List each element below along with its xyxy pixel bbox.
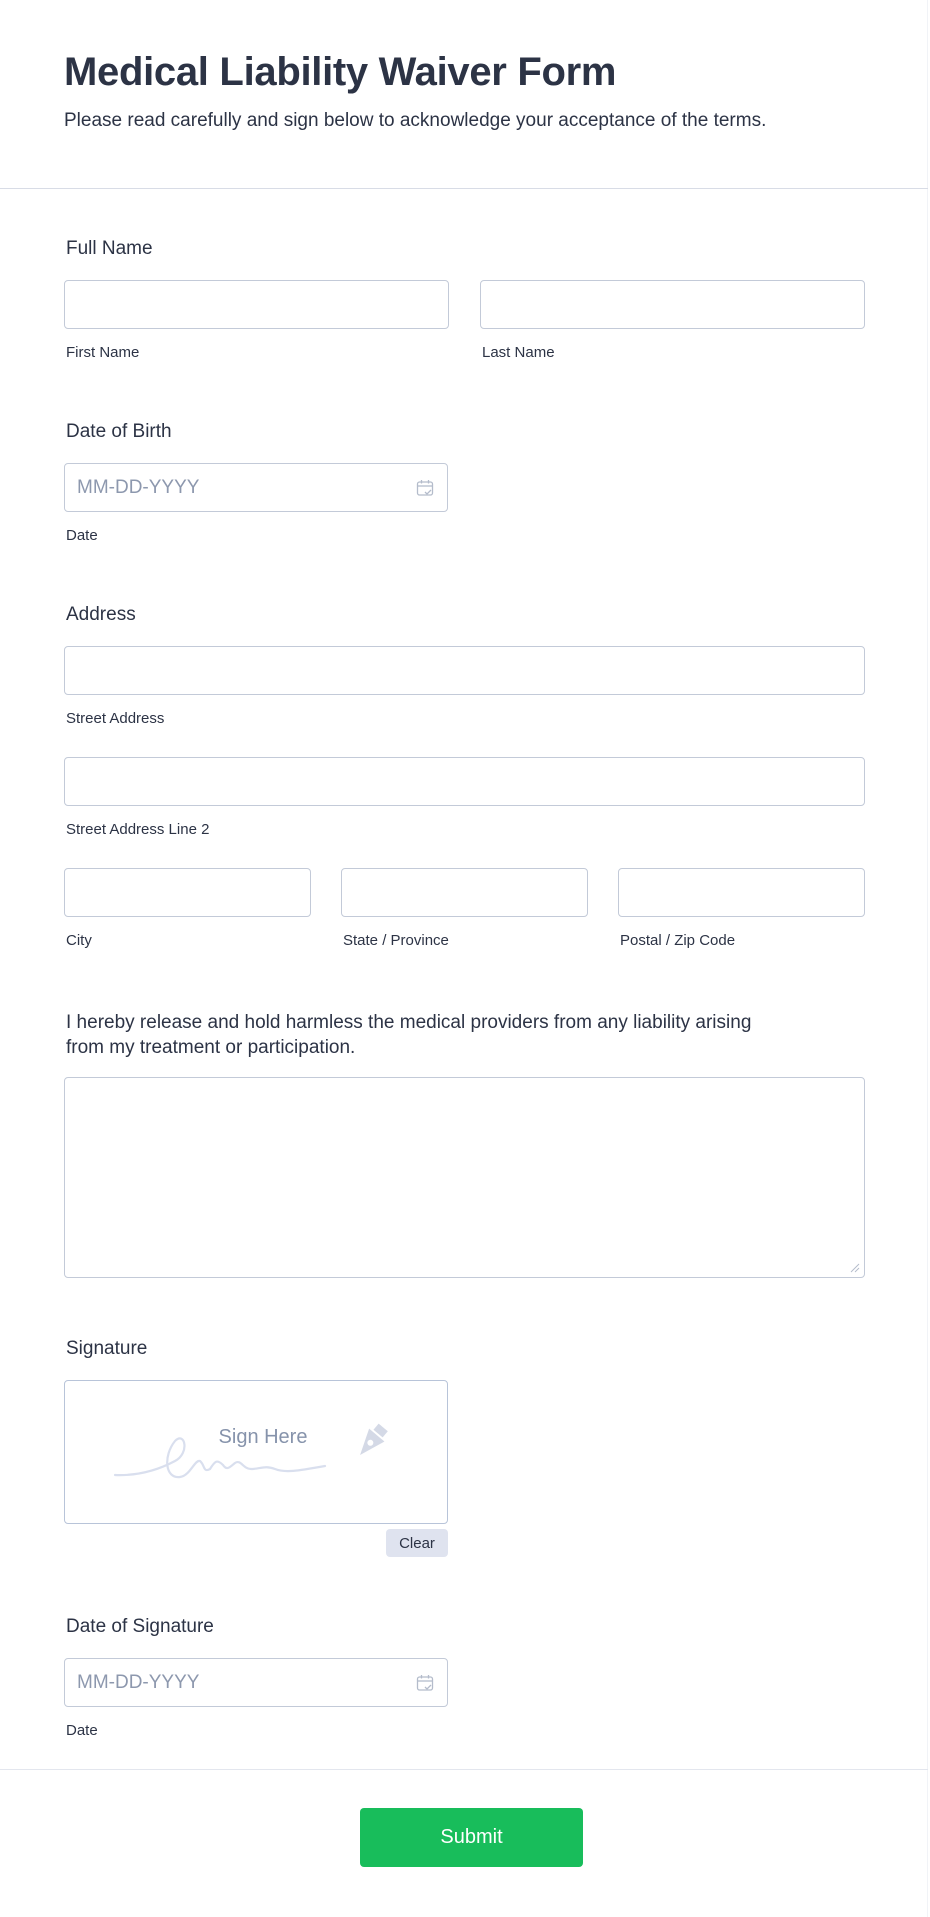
dob-label: Date of Birth xyxy=(66,421,172,442)
release-label-line2: from my treatment or participation. xyxy=(66,1037,356,1058)
zip-field[interactable] xyxy=(618,868,865,917)
first-name-field[interactable] xyxy=(64,280,449,329)
state-input[interactable] xyxy=(342,869,587,916)
state-field[interactable] xyxy=(341,868,588,917)
dob-field[interactable] xyxy=(64,463,448,512)
signature-pad[interactable] xyxy=(64,1380,448,1524)
full-name-label: Full Name xyxy=(66,238,153,259)
city-input[interactable] xyxy=(65,869,310,916)
signature-date-input[interactable] xyxy=(65,1659,447,1706)
form-header xyxy=(0,0,928,189)
signature-label: Signature xyxy=(66,1338,148,1359)
state-sublabel: State / Province xyxy=(343,932,449,949)
dob-sublabel: Date xyxy=(66,527,98,544)
street-address-input[interactable] xyxy=(65,647,864,694)
sign-here-placeholder: Sign Here xyxy=(218,1426,308,1448)
street-address-line2-sublabel: Street Address Line 2 xyxy=(66,821,210,838)
clear-signature-button[interactable]: Clear xyxy=(386,1529,448,1557)
release-textarea[interactable] xyxy=(64,1077,865,1278)
street-address-field[interactable] xyxy=(64,646,865,695)
last-name-input[interactable] xyxy=(481,281,864,328)
signature-scribble-icon xyxy=(65,1381,449,1525)
signature-date-label: Date of Signature xyxy=(66,1616,214,1637)
submit-button[interactable]: Submit xyxy=(360,1808,583,1867)
footer-divider xyxy=(0,1769,928,1770)
city-sublabel: City xyxy=(66,932,92,949)
dob-input[interactable] xyxy=(65,464,447,511)
calendar-icon[interactable] xyxy=(415,478,435,498)
last-name-field[interactable] xyxy=(480,280,865,329)
last-name-sublabel: Last Name xyxy=(482,344,555,361)
page-subtitle: Please read carefully and sign below to acknowledge your acceptance of the terms. xyxy=(64,110,767,131)
signature-date-field[interactable] xyxy=(64,1658,448,1707)
signature-date-sublabel: Date xyxy=(66,1722,98,1739)
release-label-line1: I hereby release and hold harmless the medical providers from any liability arising xyxy=(66,1012,752,1033)
resize-handle-icon[interactable] xyxy=(850,1263,860,1273)
first-name-input[interactable] xyxy=(65,281,448,328)
page-title: Medical Liability Waiver Form xyxy=(64,50,617,94)
zip-sublabel: Postal / Zip Code xyxy=(620,932,736,949)
first-name-sublabel: First Name xyxy=(66,344,140,361)
address-label: Address xyxy=(66,604,136,625)
city-field[interactable] xyxy=(64,868,311,917)
street-address-sublabel: Street Address xyxy=(66,710,165,727)
calendar-icon[interactable] xyxy=(415,1673,435,1693)
street-address-line2-input[interactable] xyxy=(65,758,864,805)
pen-nib-icon xyxy=(351,1421,391,1463)
street-address-line2-field[interactable] xyxy=(64,757,865,806)
zip-input[interactable] xyxy=(619,869,864,916)
release-label xyxy=(66,1010,751,1060)
